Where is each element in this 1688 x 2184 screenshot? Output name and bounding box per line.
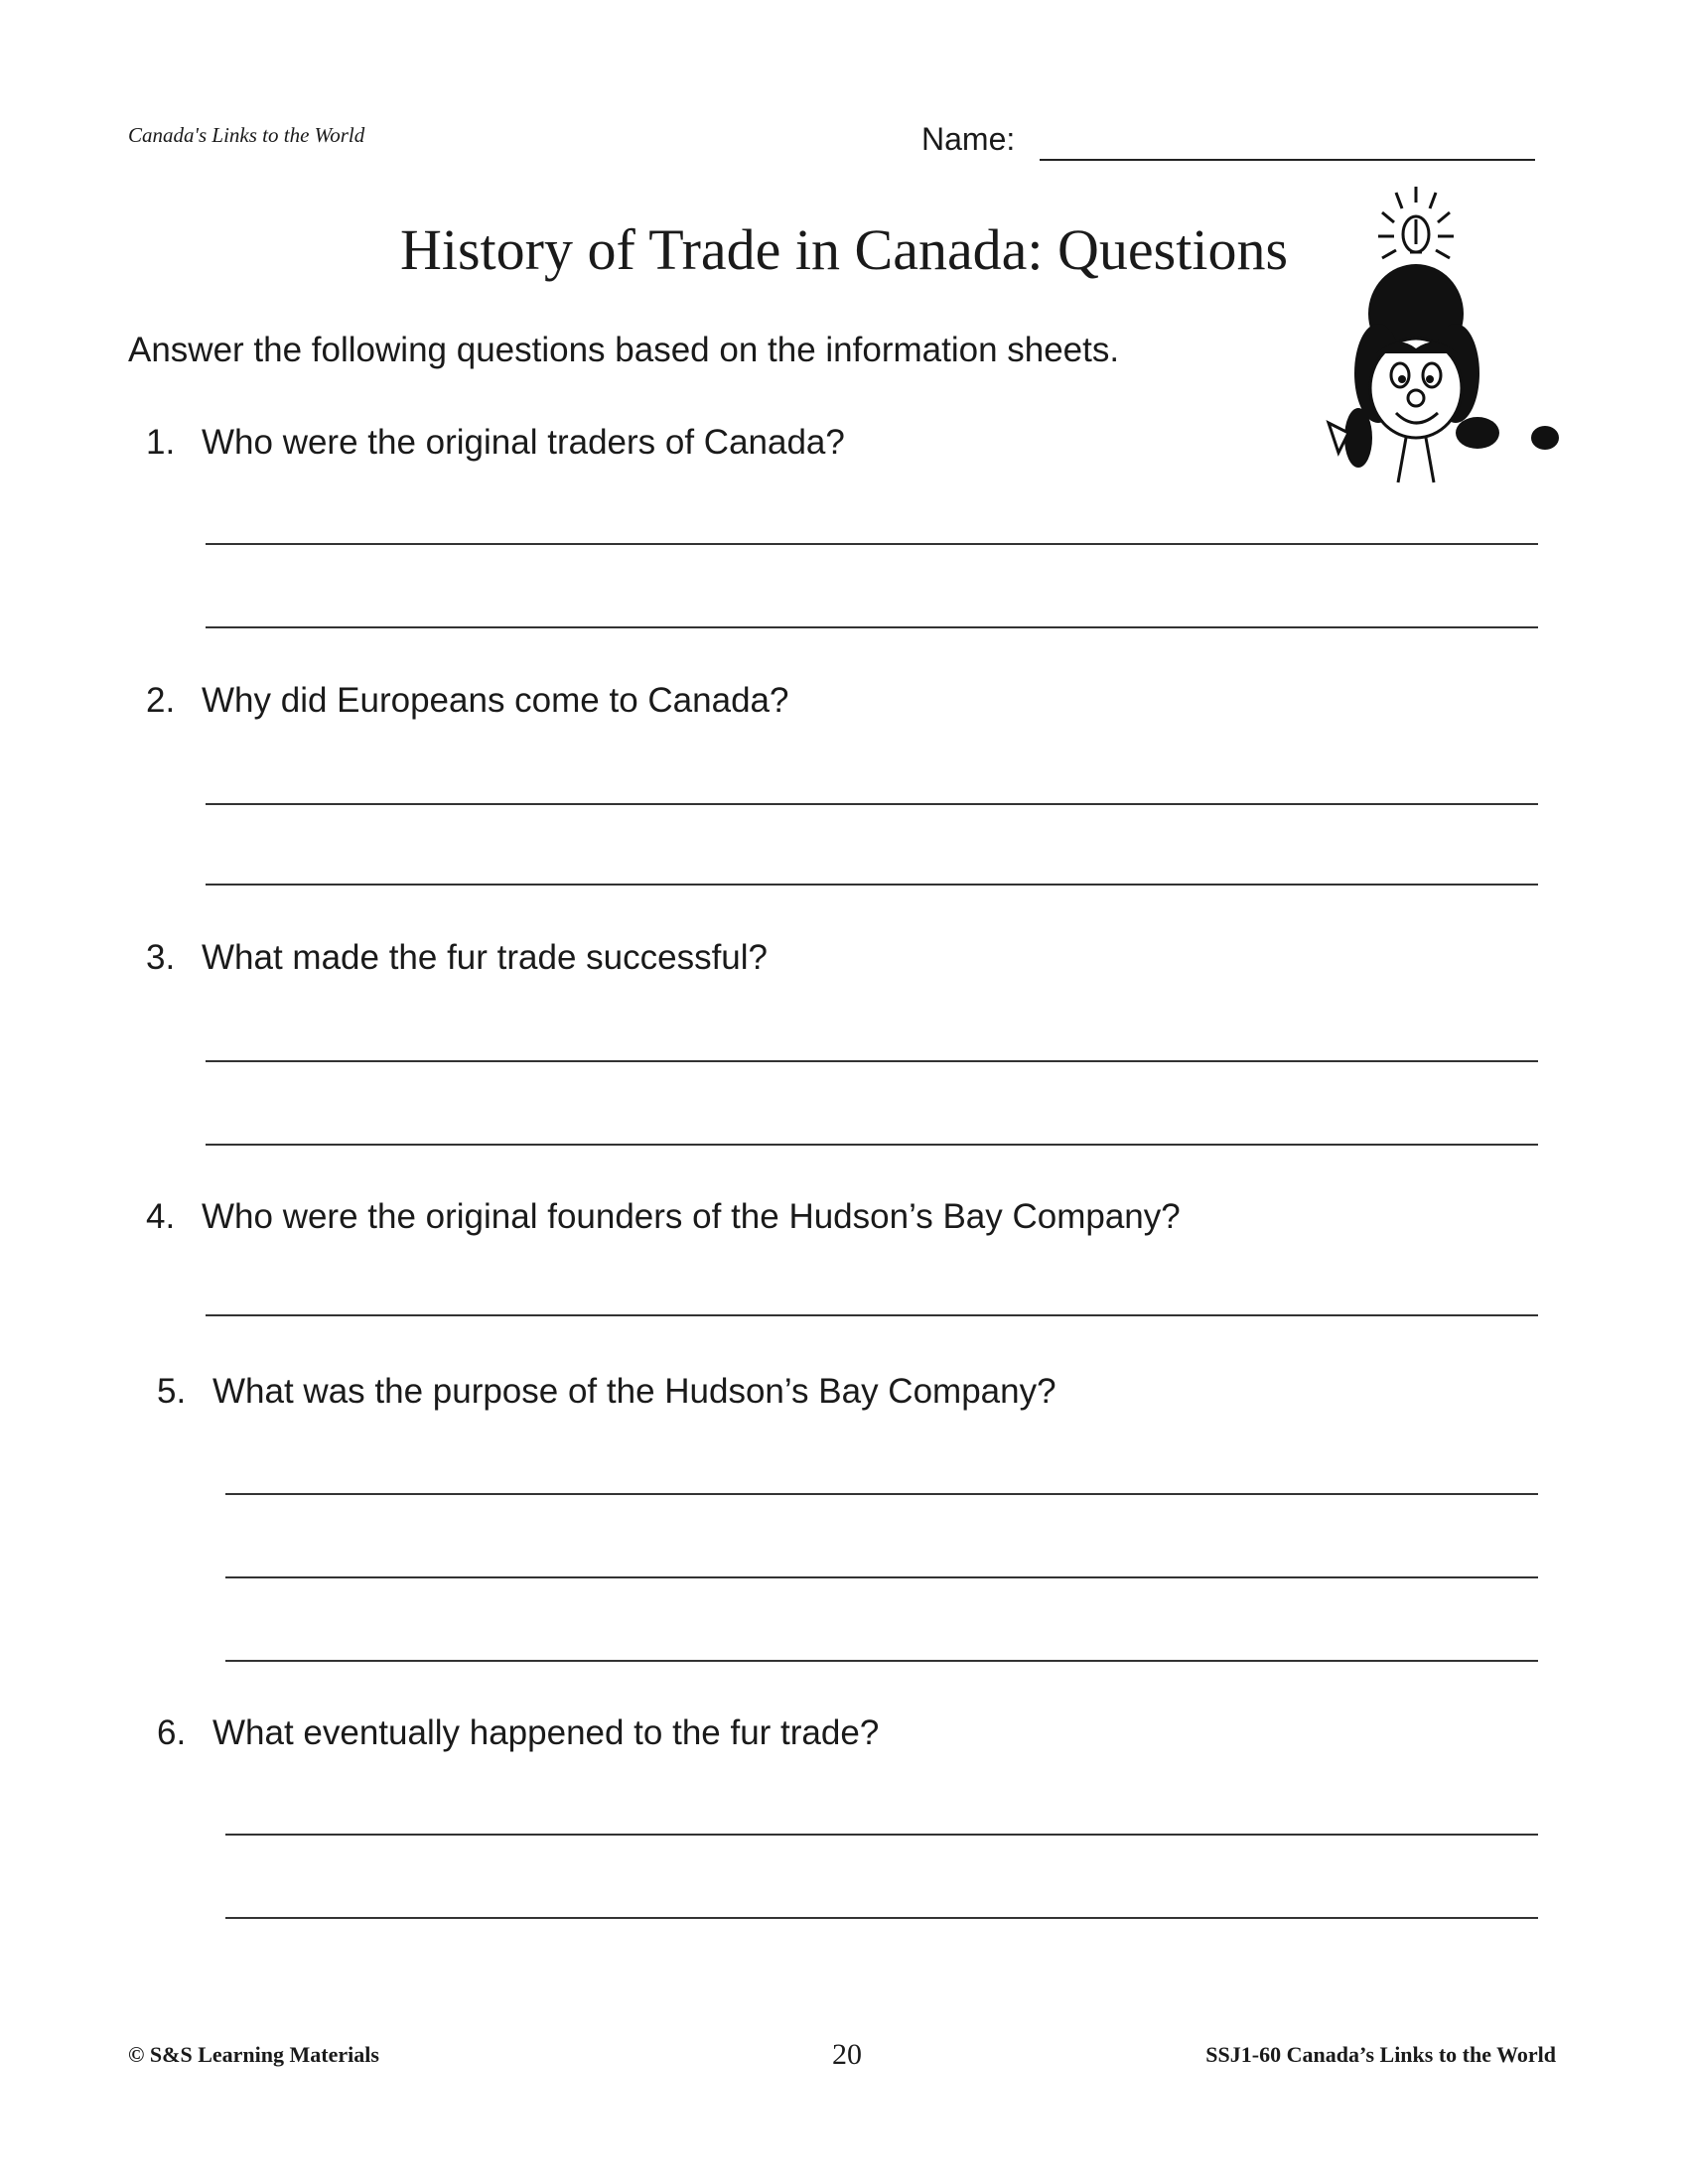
answer-line[interactable]: [225, 1660, 1538, 1662]
answer-line[interactable]: [206, 1060, 1538, 1062]
answer-line[interactable]: [206, 1314, 1538, 1316]
footer-series: SSJ1-60 Canada’s Links to the World: [1205, 2042, 1556, 2067]
question-text: What made the fur trade successful?: [202, 938, 768, 977]
question-number: 1.: [146, 423, 176, 462]
footer-copyright: © S&S Learning Materials: [128, 2042, 379, 2067]
question-text: Who were the original traders of Canada?: [202, 423, 845, 462]
answer-line[interactable]: [225, 1576, 1538, 1578]
question-number: 2.: [146, 681, 176, 720]
name-field-line[interactable]: [1040, 159, 1535, 161]
answer-line[interactable]: [206, 543, 1538, 545]
instructions: Answer the following questions based on the information sheets.: [128, 331, 1120, 369]
answer-line[interactable]: [206, 626, 1538, 628]
answer-line[interactable]: [206, 1144, 1538, 1146]
book-title-header: Canada's Links to the World: [128, 123, 365, 147]
answer-line[interactable]: [206, 803, 1538, 805]
question-number: 4.: [146, 1197, 176, 1236]
question-text: What eventually happened to the fur trade?: [212, 1713, 880, 1752]
name-label: Name:: [921, 121, 1016, 157]
question-number: 5.: [157, 1372, 187, 1411]
question-text: Why did Europeans come to Canada?: [202, 681, 789, 720]
question-text: Who were the original founders of the Hudson’s Bay Company?: [202, 1197, 1181, 1236]
page-number: 20: [832, 2038, 862, 2071]
girl-lightbulb-illustration: [1319, 185, 1563, 494]
answer-line[interactable]: [225, 1834, 1538, 1836]
page-title-text: History of Trade in Canada: Questions: [399, 217, 1289, 282]
answer-line[interactable]: [225, 1917, 1538, 1919]
question-text: What was the purpose of the Hudson’s Bay Company?: [212, 1372, 1056, 1411]
answer-line[interactable]: [206, 884, 1538, 886]
question-number: 3.: [146, 938, 176, 977]
question-number: 6.: [157, 1713, 187, 1752]
answer-line[interactable]: [225, 1493, 1538, 1495]
